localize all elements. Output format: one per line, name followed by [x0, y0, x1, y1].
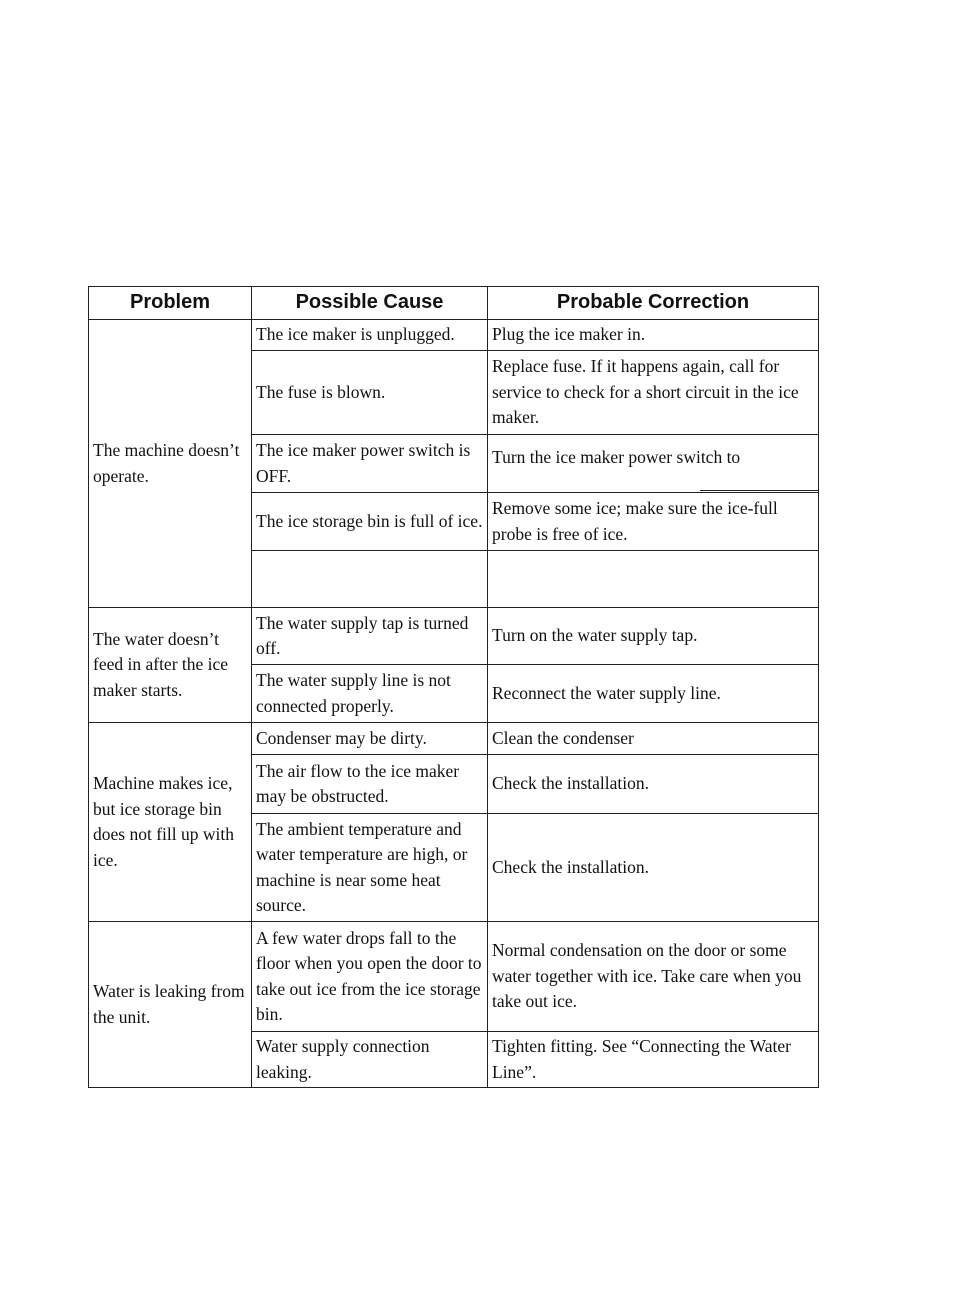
correction-cell: Remove some ice; make sure the ice-full probe is free of ice. — [488, 493, 819, 551]
correction-cell: Clean the condenser — [488, 723, 819, 755]
troubleshooting-table — [88, 286, 819, 1088]
correction-cell: Normal condensation on the door or some water together with ice. Take care when you take out ice. — [488, 922, 819, 1032]
cause-cell: The air flow to the ice maker may be obstructed. — [252, 755, 488, 814]
cause-cell: The water supply tap is turned off. — [252, 608, 488, 665]
correction-cell: Turn the ice maker power switch to — [488, 435, 819, 493]
table-row — [89, 608, 819, 665]
table-header-row — [89, 287, 819, 320]
cause-cell: The water supply line is not connected properly. — [252, 665, 488, 723]
correction-cell: Turn on the water supply tap. — [488, 608, 819, 665]
correction-cell: Check the installation. — [488, 814, 819, 922]
cause-cell: The fuse is blown. — [252, 351, 488, 435]
fill-in-line — [700, 490, 818, 491]
correction-cell: Replace fuse. If it happens again, call for service to check for a short circuit in the ice maker. — [488, 351, 819, 435]
correction-cell: Tighten fitting. See “Connecting the Water Line”. — [488, 1032, 819, 1088]
cause-cell: Condenser may be dirty. — [252, 723, 488, 755]
problem-cell: Machine makes ice, but ice storage bin does not fill up with ice. — [89, 723, 252, 922]
cause-cell: The ambient temperature and water temperature are high, or machine is near some heat source. — [252, 814, 488, 922]
problem-cell: Water is leaking from the unit. — [89, 922, 252, 1088]
header-possible-cause: Possible Cause — [252, 287, 488, 320]
correction-cell: Check the installation. — [488, 755, 819, 814]
table-row — [89, 922, 819, 1032]
cause-cell: A few water drops fall to the floor when you open the door to take out ice from the ice storage bin. — [252, 922, 488, 1032]
problem-cell: The water doesn’t feed in after the ice maker starts. — [89, 608, 252, 723]
table-row — [89, 723, 819, 755]
correction-cell — [488, 551, 819, 608]
cause-cell — [252, 551, 488, 608]
header-problem: Problem — [89, 287, 252, 320]
cause-cell: Water supply connection leaking. — [252, 1032, 488, 1088]
header-probable-correction: Probable Correction — [488, 287, 819, 320]
cause-cell: The ice storage bin is full of ice. — [252, 493, 488, 551]
fill-in-line — [776, 754, 818, 755]
cause-cell: The ice maker power switch is OFF. — [252, 435, 488, 493]
cause-cell: The ice maker is unplugged. — [252, 320, 488, 351]
table-row — [89, 320, 819, 351]
correction-cell: Plug the ice maker in. — [488, 320, 819, 351]
correction-cell: Reconnect the water supply line. — [488, 665, 819, 723]
problem-cell: The machine doesn’t operate. — [89, 320, 252, 608]
